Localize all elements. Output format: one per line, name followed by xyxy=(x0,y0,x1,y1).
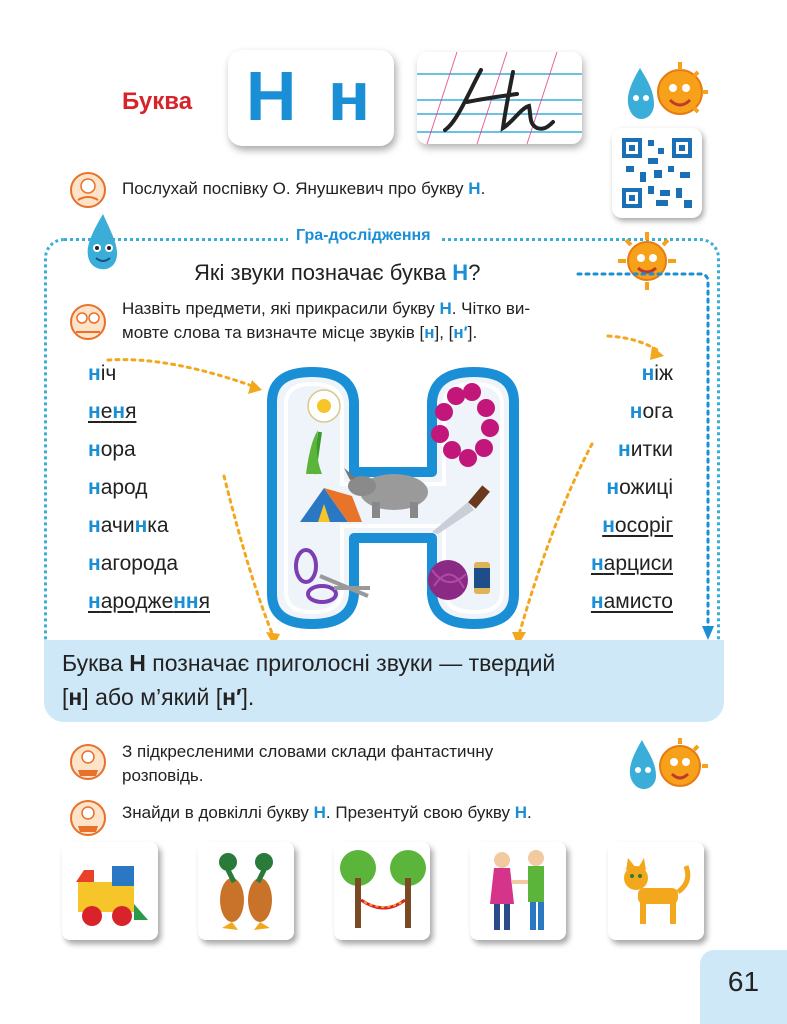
left-word-list xyxy=(88,362,210,628)
task-story-line2: розповідь. xyxy=(122,766,204,785)
task-find-a: Знайди в довкіллі букву xyxy=(122,803,314,822)
game-question-text: Які звуки позначає буква xyxy=(194,260,453,285)
word-nosorih: носоріг xyxy=(602,514,673,537)
rule-c: [ xyxy=(62,684,69,710)
rule-d: ] або м’який [ xyxy=(82,684,223,710)
big-letters: Н н xyxy=(245,57,377,135)
word-nizh: ніж xyxy=(641,362,673,385)
task2-sound-soft: н′ xyxy=(453,323,468,342)
task-name-objects xyxy=(122,297,682,345)
tile-cat xyxy=(608,842,704,940)
task2-line1-a: Назвіть предмети, які прикрасили букву xyxy=(122,299,440,318)
task-find-letter2: Н xyxy=(514,803,527,822)
task-story-line1: З підкресленими словами склади фантастичну xyxy=(122,742,494,761)
word-nartsysy: нарциси xyxy=(590,552,673,575)
find-task-icon xyxy=(66,798,110,838)
tile-hammock xyxy=(334,842,430,940)
task2-letter: Н xyxy=(439,299,452,318)
word-nytky: нитки xyxy=(618,438,673,461)
big-letter-card xyxy=(228,50,394,146)
task-find-c: . xyxy=(527,803,532,822)
right-word-list xyxy=(591,362,673,628)
game-question-letter: Н xyxy=(452,260,469,285)
handwriting-lines xyxy=(417,52,582,144)
rule-text xyxy=(62,646,706,714)
task2-sound-hard: н xyxy=(424,323,435,342)
story-task-icon xyxy=(66,742,110,782)
task2-line2-mid: ], [ xyxy=(434,323,454,342)
word-nich: ніч xyxy=(88,362,117,385)
listen-task-icon xyxy=(66,170,110,210)
task-story xyxy=(122,740,612,788)
task-find-letter1: Н xyxy=(313,803,326,822)
game-label: Гра-дослідження xyxy=(288,227,439,245)
tile-ducks xyxy=(198,842,294,940)
task-listen-end: . xyxy=(480,179,486,198)
word-namysto: намисто xyxy=(590,590,673,613)
script-letter-card xyxy=(417,52,582,144)
ducks-icon xyxy=(198,842,294,940)
task2-line1-b: . Чітко ви- xyxy=(451,299,531,318)
train-icon xyxy=(62,842,158,940)
children-icon xyxy=(470,842,566,940)
word-nora: нора xyxy=(88,438,136,461)
task-find xyxy=(122,801,532,825)
drop-mascot-icon xyxy=(80,210,126,276)
task2-line2-end: ]. xyxy=(467,323,478,342)
game-question xyxy=(194,260,480,286)
word-nozhytsi: ножиці xyxy=(606,476,673,499)
rule-b: позначає приголосні звуки — твердий xyxy=(145,650,556,676)
header-title: Буква xyxy=(122,88,193,115)
word-nachynka: начинка xyxy=(88,514,169,537)
page-number-box xyxy=(700,950,787,1024)
tile-train xyxy=(62,842,158,940)
word-narod: народ xyxy=(88,476,148,499)
children-task-icon xyxy=(66,302,110,342)
hammock-icon xyxy=(334,842,430,940)
task-find-b: . Презентуй свою букву xyxy=(325,803,515,822)
rule-a: Буква xyxy=(62,650,130,676)
rule-hard: н xyxy=(68,684,83,710)
task-listen-text: Послухай поспівку О. Янушкевич про букву xyxy=(122,179,469,198)
word-nahoroda: нагорода xyxy=(88,552,179,575)
mascots-top xyxy=(618,58,708,128)
qr-code[interactable] xyxy=(612,128,702,218)
rule-e: ]. xyxy=(241,684,255,710)
task-listen-letter: Н xyxy=(468,179,481,198)
yarn-ball-icon xyxy=(428,560,490,600)
word-noha: нога xyxy=(629,400,673,423)
rule-soft: н′ xyxy=(222,684,242,710)
rule-letter: Н xyxy=(129,650,146,676)
task2-line2-a: мовте слова та визначте місце звуків [ xyxy=(122,323,425,342)
word-nenia: неня xyxy=(88,400,137,423)
word-narodzhennia: народжeння xyxy=(88,590,210,613)
qr-code-icon xyxy=(612,128,702,218)
cat-icon xyxy=(608,842,704,940)
decorated-letter-n xyxy=(262,362,526,632)
game-question-mark: ? xyxy=(468,260,481,285)
tile-children xyxy=(470,842,566,940)
mascots-bottom xyxy=(622,734,708,796)
page-number: 61 xyxy=(727,966,760,997)
sun-mascot-icon xyxy=(616,230,678,292)
task-listen xyxy=(122,177,485,201)
